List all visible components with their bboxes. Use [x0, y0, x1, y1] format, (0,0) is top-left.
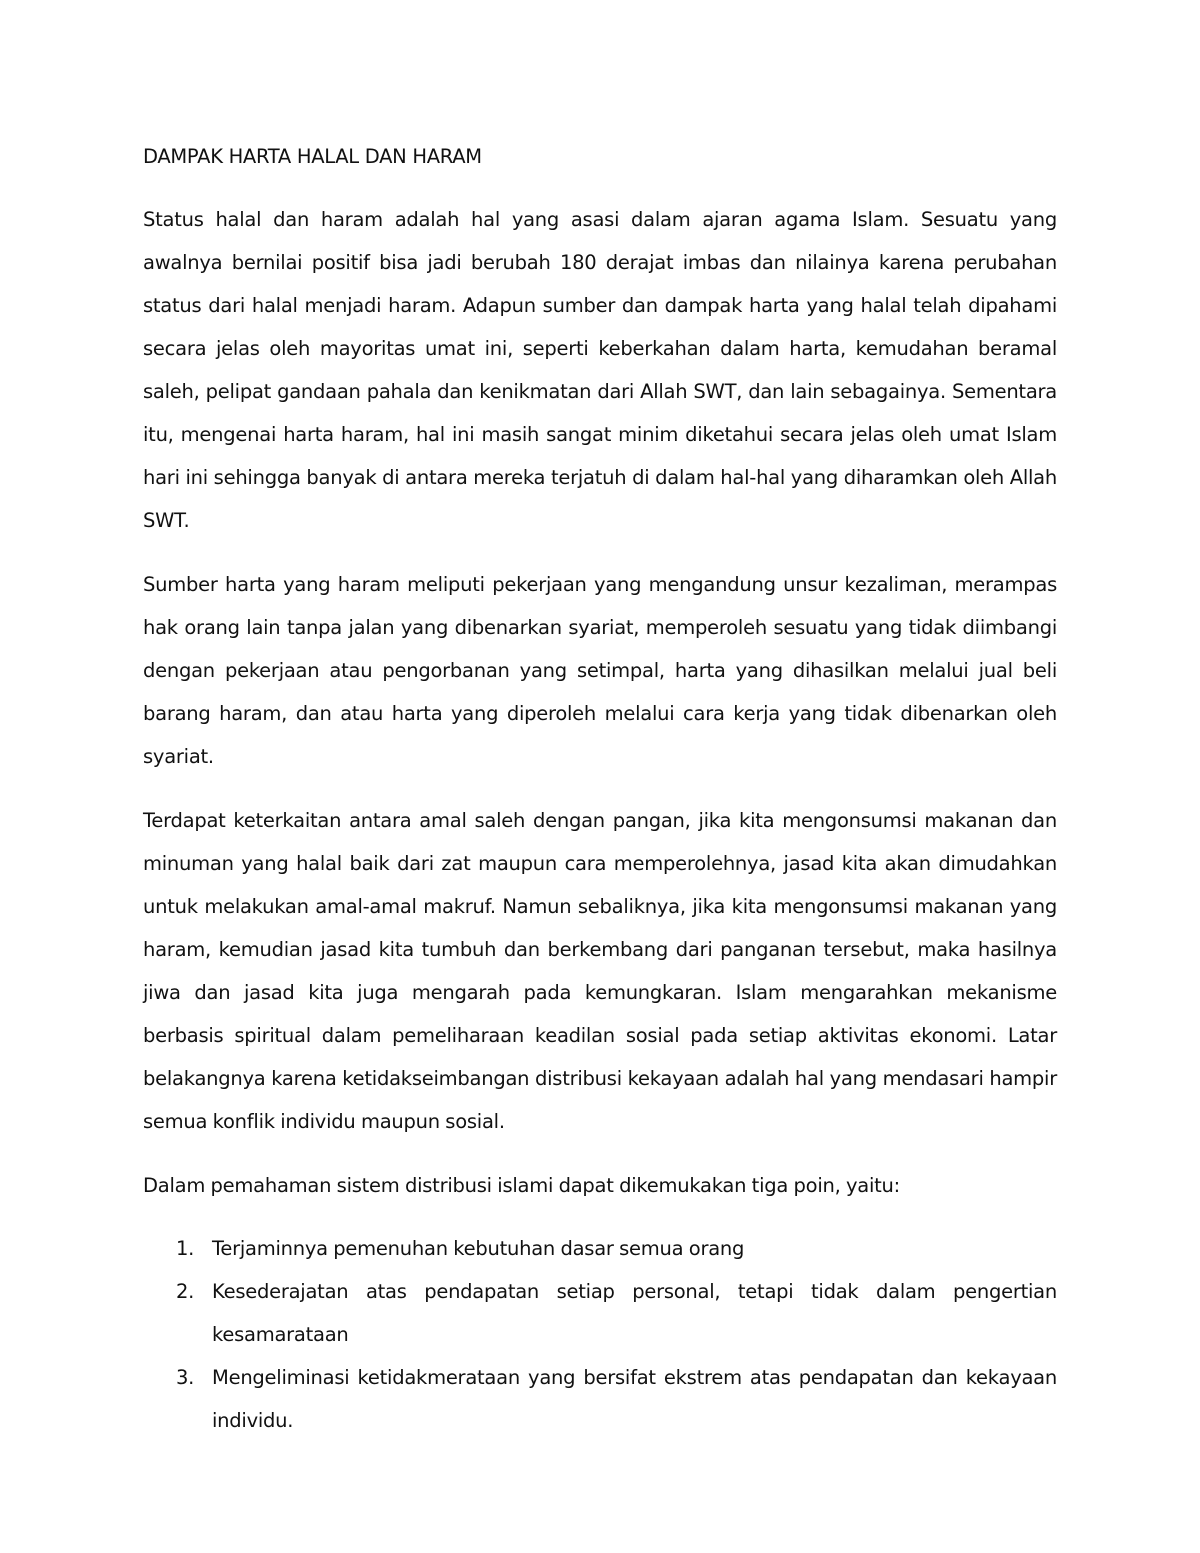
list-item-number: 2.	[176, 1280, 195, 1303]
list-item-text: Kesederajatan atas pendapatan setiap personal, tetapi tidak dalam pengertian kesamarataan	[212, 1280, 1057, 1346]
list-item-2	[143, 1270, 1057, 1356]
list-item-text: Mengeliminasi ketidakmerataan yang bersifat ekstrem atas pendapatan dan kekayaan individu.	[212, 1366, 1057, 1432]
paragraph-2: Sumber harta yang haram meliputi pekerjaan yang mengandung unsur kezaliman, merampas hak orang lain tanpa jalan yang dibenarkan syariat, memperoleh sesuatu yang tidak diimbangi dengan pekerjaan atau pengorbanan yang setimpal, harta yang dihasilkan melalui jual beli barang haram, dan atau harta yang diperoleh melalui cara kerja yang tidak dibenarkan oleh syariat.	[143, 573, 1057, 768]
paragraph-3: Terdapat keterkaitan antara amal saleh dengan pangan, jika kita mengonsumsi makanan dan minuman yang halal baik dari zat maupun cara memperolehnya, jasad kita akan dimudahkan untuk melakukan amal-amal makruf. Namun sebaliknya, jika kita mengonsumsi makanan yang haram, kemudian jasad kita tumbuh dan berkembang dari panganan tersebut, maka hasilnya jiwa dan jasad kita juga mengarah pada kemungkaran. Islam mengarahkan mekanisme berbasis spiritual dalam pemeliharaan keadilan sosial pada setiap aktivitas ekonomi. Latar belakangnya karena ketidakseimbangan distribusi kekayaan adalah hal yang mendasari hampir semua konflik individu maupun sosial.	[143, 809, 1057, 1133]
paragraph-1: Status halal dan haram adalah hal yang asasi dalam ajaran agama Islam. Sesuatu yang awalnya bernilai positif bisa jadi berubah 180 derajat imbas dan nilainya karena perubahan status dari halal menjadi haram. Adapun sumber dan dampak harta yang halal telah dipahami secara jelas oleh mayoritas umat ini, seperti keberkahan dalam harta, kemudahan beramal saleh, pelipat gandaan pahala dan kenikmatan dari Allah SWT, dan lain sebagainya. Sementara itu, mengenai harta haram, hal ini masih sangat minim diketahui secara jelas oleh umat Islam hari ini sehingga banyak di antara mereka terjatuh di dalam hal-hal yang diharamkan oleh Allah SWT.	[143, 208, 1057, 532]
list-item-3	[143, 1356, 1057, 1442]
document-title: DAMPAK HARTA HALAL DAN HARAM	[143, 145, 482, 168]
document-body	[143, 142, 1057, 1442]
list-intro: Dalam pemahaman sistem distribusi islami dapat dikemukakan tiga poin, yaitu:	[143, 1174, 900, 1197]
list-item-number: 1.	[176, 1237, 195, 1260]
list-item-1	[143, 1227, 1057, 1270]
numbered-list	[143, 1227, 1057, 1442]
list-item-number: 3.	[176, 1366, 195, 1389]
list-item-text: Terjaminnya pemenuhan kebutuhan dasar semua orang	[212, 1237, 745, 1260]
